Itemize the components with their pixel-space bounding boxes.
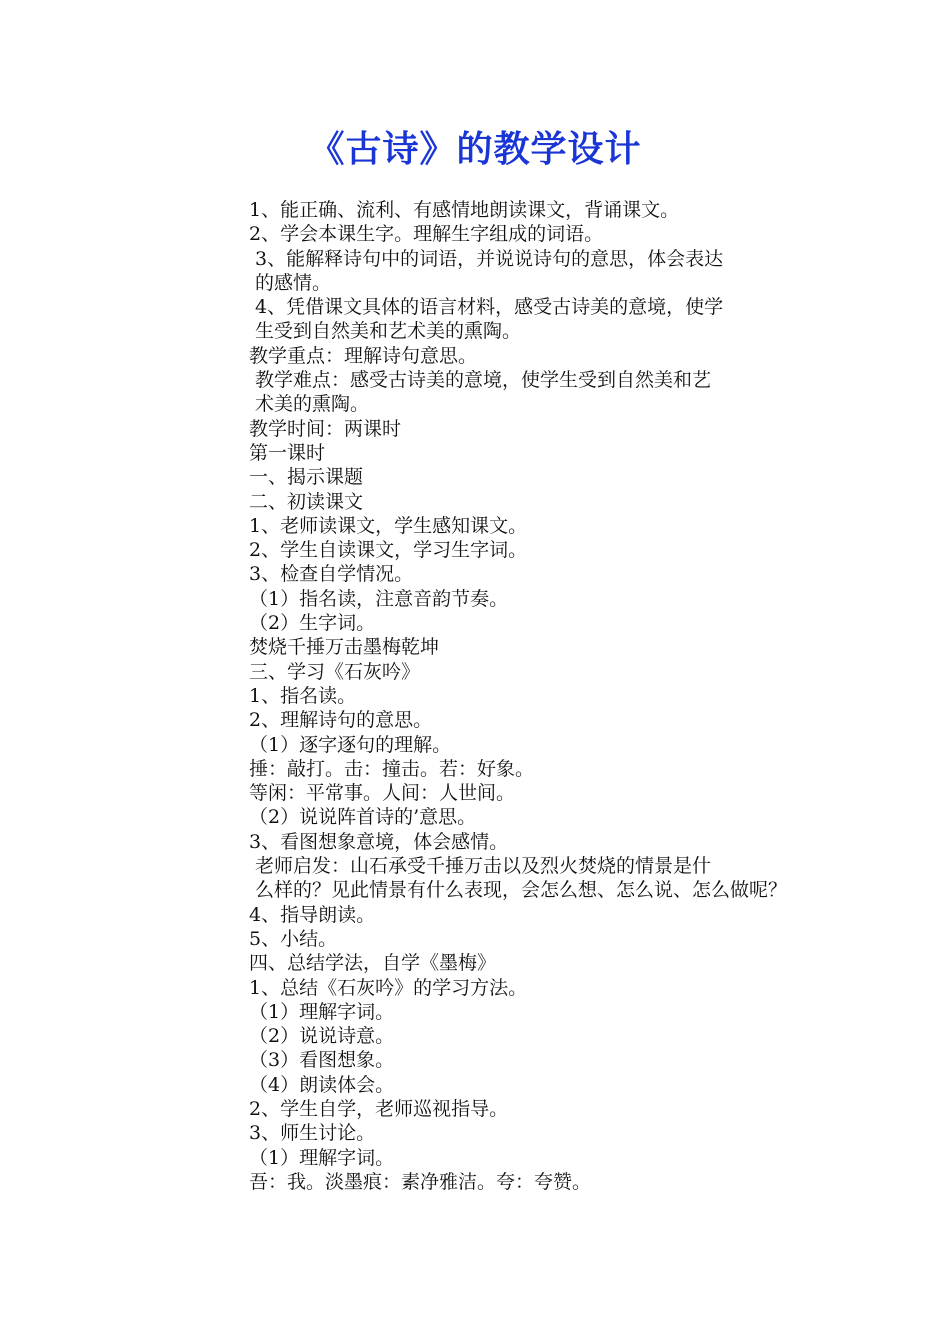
teaching-difficulty bbox=[145, 368, 810, 417]
lesson-heading: 第一课时 bbox=[249, 441, 326, 464]
section-heading: 一、揭示课题 bbox=[249, 466, 364, 489]
list-item: （2）说说阵首诗的’意思。 bbox=[249, 806, 477, 829]
list-item: 1、总结《石灰吟》的学习方法。 bbox=[249, 976, 528, 999]
objective-1: 1、能正确、流利、有感情地朗读课文，背诵课文。 bbox=[249, 199, 680, 221]
list-item: （4）朗读体会。 bbox=[249, 1073, 395, 1096]
list-item: 3、看图想象意境，体会感情。 bbox=[249, 830, 509, 853]
list-item: （2）说说诗意。 bbox=[249, 1025, 395, 1048]
definition-line: 捶：敲打。击：撞击。若：好象。 bbox=[249, 757, 535, 780]
list-item: 2、学生自读课文，学习生字词。 bbox=[249, 539, 528, 562]
list-item: 5、小结。 bbox=[249, 927, 338, 950]
section-heading: 二、初读课文 bbox=[249, 490, 364, 513]
list-item: 2、学生自学，老师巡视指导。 bbox=[249, 1097, 509, 1120]
objective-4 bbox=[145, 295, 810, 344]
section-heading: 四、总结学法，自学《墨梅》 bbox=[249, 952, 497, 975]
teacher-prompt-line-2: 么样的？见此情景有什么表现，会怎么想、怎么说、怎么做呢？ bbox=[255, 879, 788, 902]
list-item: 1、指名读。 bbox=[249, 684, 357, 707]
list-item: 2、理解诗句的意思。 bbox=[249, 709, 433, 732]
list-item: 3、师生讨论。 bbox=[249, 1122, 376, 1145]
teacher-prompt bbox=[145, 854, 810, 903]
list-item: （1）逐字逐句的理解。 bbox=[249, 733, 452, 756]
teaching-difficulty-line-2: 术美的熏陶。 bbox=[255, 393, 370, 416]
teaching-time: 教学时间：两课时 bbox=[249, 417, 402, 440]
list-item: （1）理解字词。 bbox=[249, 1000, 395, 1023]
definition-line: 吾：我。淡墨痕：素净雅洁。夸：夸赞。 bbox=[249, 1170, 592, 1193]
document-title: 《古诗》的教学设计 bbox=[308, 128, 642, 170]
list-item: （1）指名读，注意音韵节奏。 bbox=[249, 587, 509, 610]
objective-3 bbox=[145, 247, 810, 296]
objective-4-line-1: 4、凭借课文具体的语言材料，感受古诗美的意境，使学 bbox=[255, 296, 724, 319]
vocabulary-line: 焚烧千捶万击墨梅乾坤 bbox=[249, 636, 440, 659]
list-item: 3、检查自学情况。 bbox=[249, 563, 414, 586]
teaching-difficulty-line-1: 教学难点：感受古诗美的意境，使学生受到自然美和艺 bbox=[255, 369, 712, 392]
document-body bbox=[145, 198, 810, 1194]
objective-4-line-2: 生受到自然美和艺术美的熏陶。 bbox=[255, 320, 522, 343]
list-item: 4、指导朗读。 bbox=[249, 903, 376, 926]
objective-2: 2、学会本课生字。理解生字组成的词语。 bbox=[249, 223, 604, 246]
teaching-focus: 教学重点：理解诗句意思。 bbox=[249, 344, 478, 367]
list-item: （1）理解字词。 bbox=[249, 1146, 395, 1169]
section-heading: 三、学习《石灰吟》 bbox=[249, 660, 421, 683]
objective-3-line-1: 3、能解释诗句中的词语，并说说诗句的意思，体会表达 bbox=[255, 247, 724, 270]
definition-line: 等闲：平常事。人间：人世间。 bbox=[249, 782, 516, 805]
teacher-prompt-line-1: 老师启发：山石承受千捶万击以及烈火焚烧的情景是什 bbox=[255, 855, 712, 878]
list-item: 1、老师读课文，学生感知课文。 bbox=[249, 514, 528, 537]
list-item: （2）生字词。 bbox=[249, 612, 376, 635]
objective-3-line-2: 的感情。 bbox=[255, 271, 332, 294]
list-item: （3）看图想象。 bbox=[249, 1049, 395, 1072]
